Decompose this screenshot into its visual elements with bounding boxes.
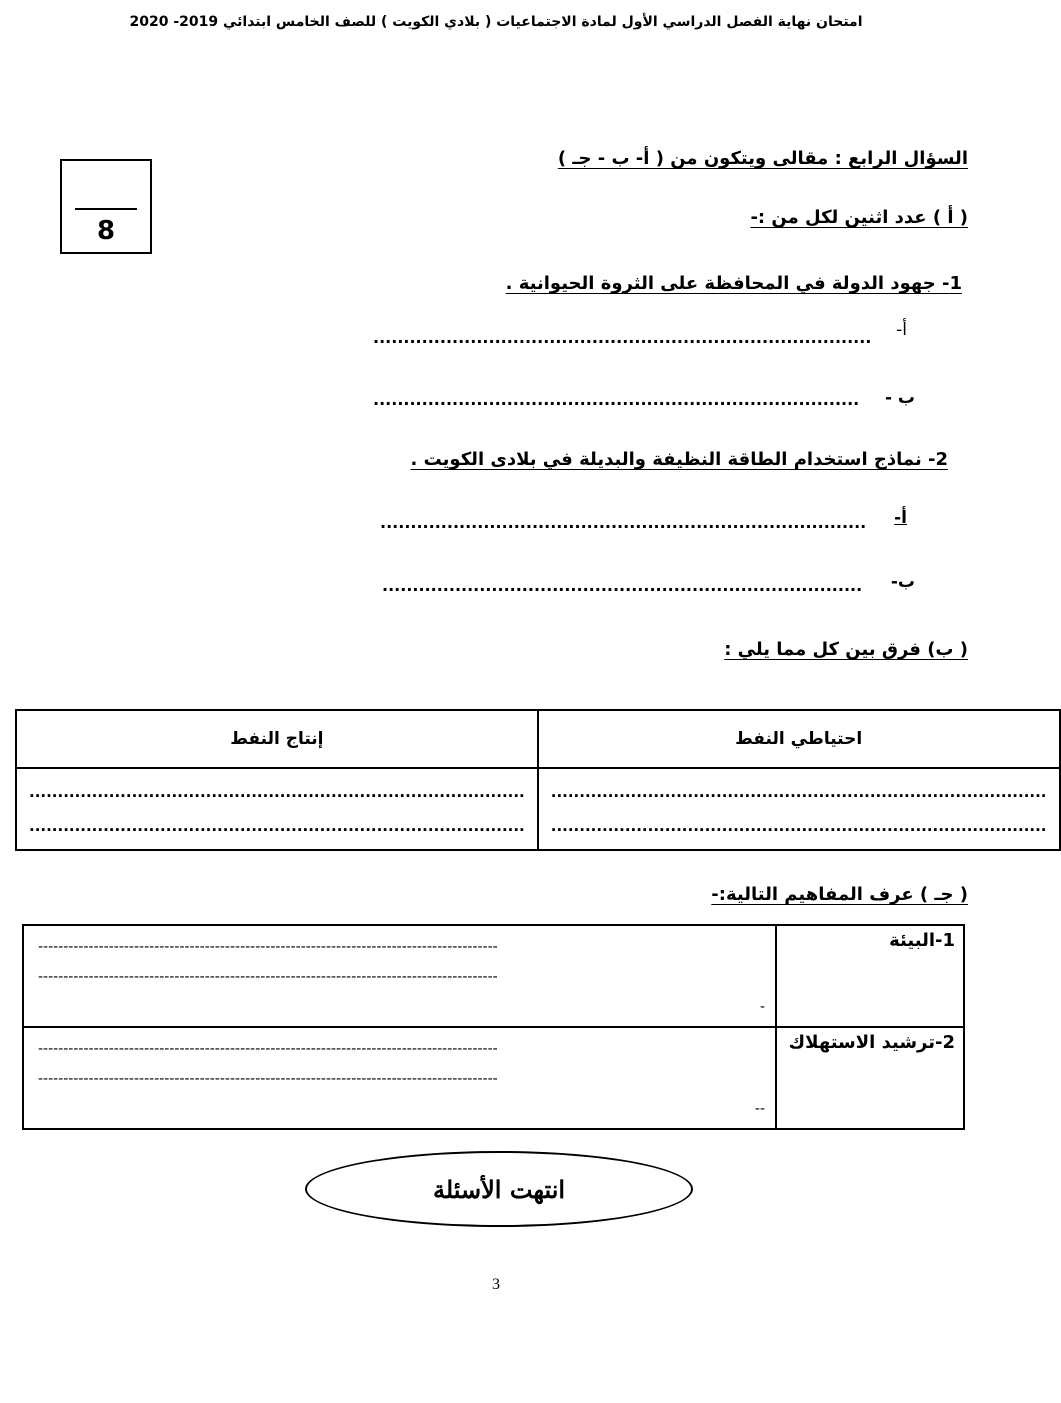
exam-header: امتحان نهاية الفصل الدراسي الأول لمادة الاجتماعيات ( بلادي الكويت ) للصف الخامس ابتدائي 2019- 2020 — [129, 14, 863, 30]
part-a-title: ( أ ) عدد اثنين لكل من :- — [750, 207, 968, 228]
concept-answer-consumption[interactable]: ------------------------------------------------------------------------------------------- ------------------------------------------------------------------------------------------- -- — [23, 1027, 776, 1129]
part-a-item-1: 1- جهود الدولة في المحافظة على الثروة الحيوانية . — [505, 273, 962, 294]
score-divider — [75, 208, 137, 210]
column-oil-production: إنتاج النفط — [16, 710, 538, 768]
column-oil-reserves: احتياطي النفط — [538, 710, 1060, 768]
concept-term-consumption: 2-ترشيد الاستهلاك — [776, 1027, 964, 1129]
concept-term-environment: 1-البيئة — [776, 925, 964, 1027]
part-a-item-2: 2- نماذج استخدام الطاقة النظيفة والبديلة في بلادى الكويت . — [410, 449, 948, 470]
item-1-b-label: ب - — [884, 388, 915, 408]
difference-table — [15, 709, 1061, 851]
oil-reserves-answer[interactable]: ....................................................................................... ....................................................................................... — [538, 768, 1060, 850]
item-2-a-label: أ- — [894, 508, 907, 528]
difference-table-answer-row — [16, 768, 1060, 850]
concept-row-consumption — [23, 1027, 964, 1129]
score-box — [60, 159, 152, 254]
oil-production-answer[interactable]: ....................................................................................... ....................................................................................... — [16, 768, 538, 850]
concepts-table — [22, 924, 965, 1130]
concept-answer-environment[interactable]: ------------------------------------------------------------------------------------------- ------------------------------------------------------------------------------------------- - — [23, 925, 776, 1027]
concept-row-environment — [23, 925, 964, 1027]
question-4-title: السؤال الرابع : مقالى ويتكون من ( أ- ب - جـ ) — [557, 148, 968, 169]
item-2-b-label: ب- — [890, 572, 915, 592]
difference-table-header — [16, 710, 1060, 768]
part-c-title: ( جـ ) عرف المفاهيم التالية:- — [711, 884, 968, 905]
part-b-title: ( ب) فرق بين كل مما يلي : — [724, 639, 968, 660]
item-1-b-answer-line[interactable]: ................................................................................ — [373, 390, 860, 409]
score-value: 8 — [96, 216, 116, 246]
page-number: 3 — [492, 1276, 500, 1293]
item-1-a-label: أ- — [896, 320, 907, 340]
item-1-a-answer-line[interactable]: .................................................................................. — [373, 328, 872, 347]
item-2-a-answer-line[interactable]: ................................................................................ — [380, 513, 867, 532]
item-2-b-answer-line[interactable]: ............................................................................... — [382, 576, 863, 595]
end-of-questions-badge: انتهت الأسئلة — [305, 1151, 693, 1227]
